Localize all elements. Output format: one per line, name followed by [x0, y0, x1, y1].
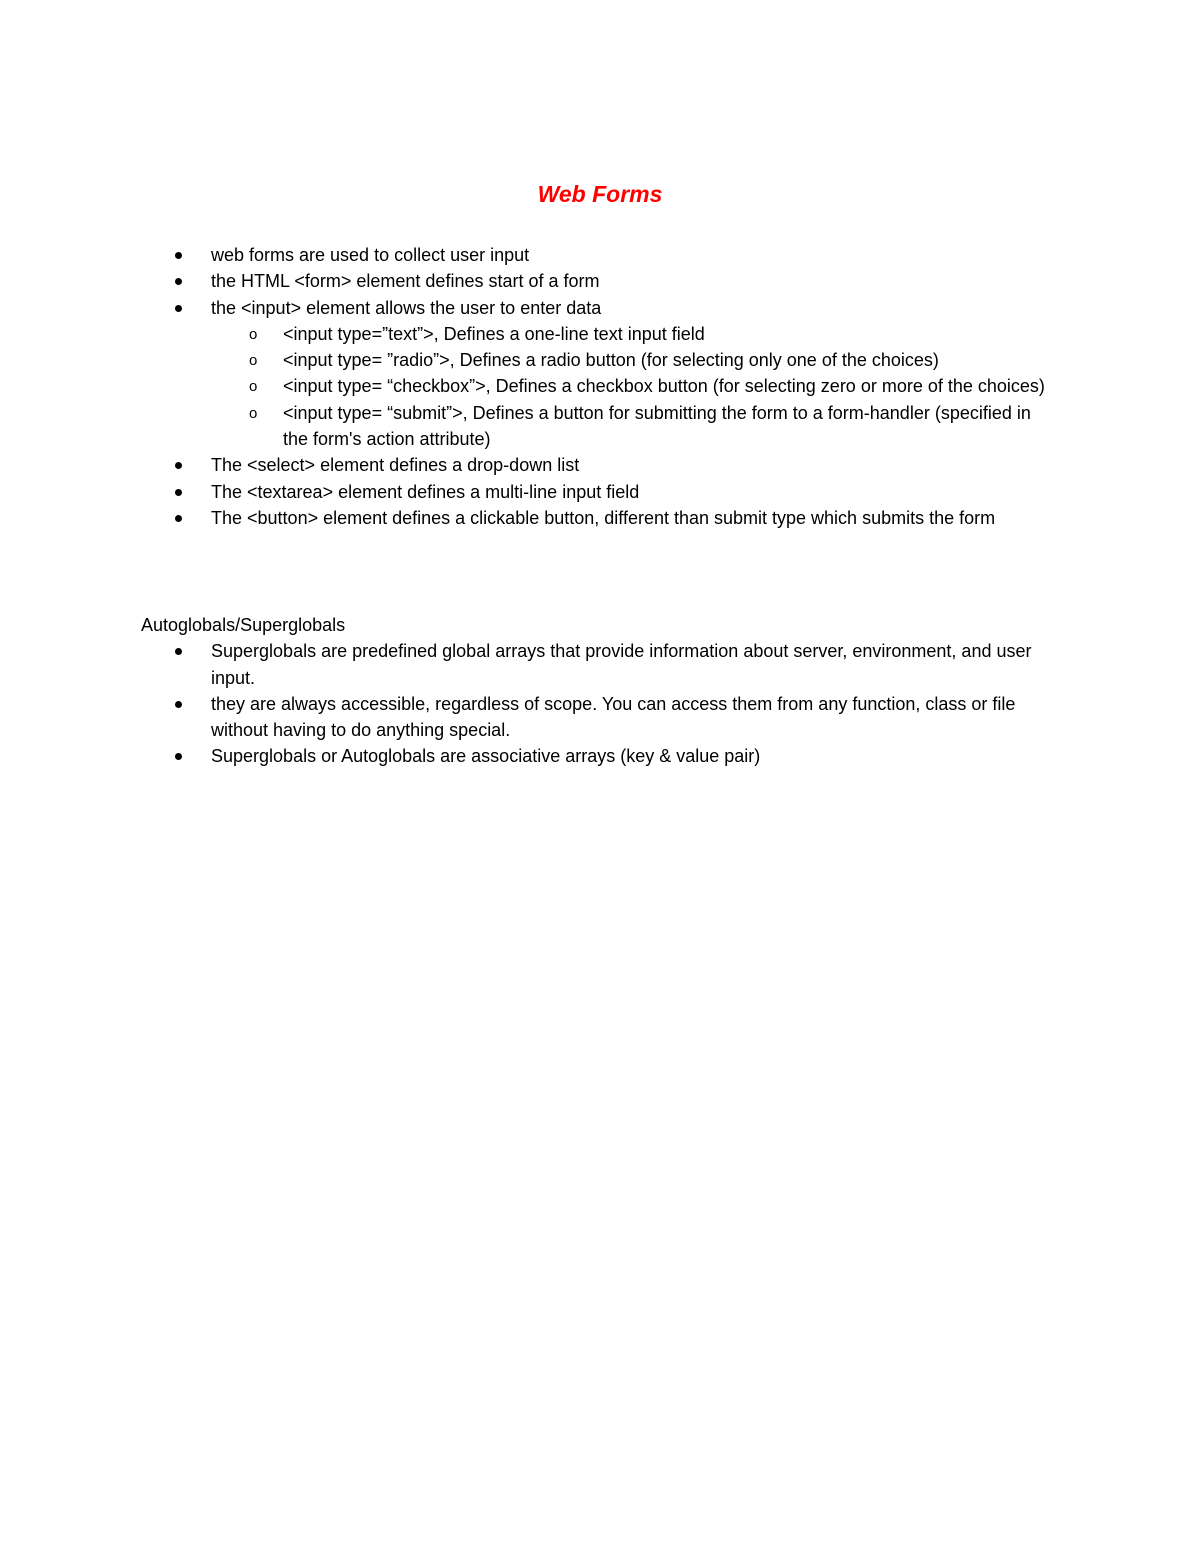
list-item	[0, 242, 1056, 268]
list-item-text: The <button> element defines a clickable button, different than submit type which submits the form	[211, 507, 996, 528]
list-item	[0, 743, 1056, 769]
sub-list-item-text: <input type= “checkbox”>, Defines a checkbox button (for selecting zero or more of the choices)	[283, 376, 1045, 397]
list-item	[0, 268, 1056, 294]
list-item	[0, 691, 1056, 744]
list-item-text: the <input> element allows the user to enter data	[211, 297, 602, 318]
hollow-circle-bullet-icon: o	[249, 404, 258, 422]
superglobals-list	[0, 638, 1200, 769]
web-forms-list	[0, 242, 1200, 531]
sub-list-item-text: <input type= “submit”>, Defines a button for submitting the form to a form-handler (specified in the form's action attribute)	[283, 402, 1031, 450]
list-item	[0, 505, 1056, 531]
bullet-icon	[175, 753, 182, 760]
input-types-list	[0, 321, 1200, 452]
list-item-text: Superglobals are predefined global arrays that provide information about server, environment, and user input.	[211, 641, 1032, 688]
list-item-text: the HTML <form> element defines start of a form	[211, 271, 600, 292]
list-item-text: The <select> element defines a drop-down list	[211, 455, 580, 476]
sub-list-item	[0, 400, 1053, 453]
list-item	[0, 452, 1056, 478]
sub-list-item-text: <input type=”text”>, Defines a one-line text input field	[283, 323, 705, 344]
bullet-icon	[175, 278, 182, 285]
hollow-circle-bullet-icon: o	[249, 325, 258, 343]
section-heading: Autoglobals/Superglobals	[141, 615, 346, 635]
hollow-circle-bullet-icon: o	[249, 352, 258, 370]
list-item	[0, 295, 1056, 453]
list-item	[0, 479, 1056, 505]
sub-list-item-text: <input type= ”radio”>, Defines a radio button (for selecting only one of the choices)	[283, 350, 939, 371]
list-item-text: they are always accessible, regardless of scope. You can access them from any function, class or file without having to do anything special.	[211, 693, 1016, 741]
bullet-icon	[175, 648, 182, 655]
bullet-icon	[175, 489, 182, 496]
list-item-text: Superglobals or Autoglobals are associative arrays (key & value pair)	[211, 746, 761, 767]
bullet-icon	[175, 305, 182, 312]
bullet-icon	[175, 462, 182, 469]
list-item-text: The <textarea> element defines a multi-line input field	[211, 481, 640, 502]
sub-list-item	[0, 373, 1053, 399]
bullet-icon	[175, 701, 182, 708]
bullet-icon	[175, 252, 182, 259]
list-item-text: web forms are used to collect user input	[211, 245, 530, 265]
document-title: Web Forms	[537, 181, 663, 207]
hollow-circle-bullet-icon: o	[249, 378, 258, 396]
bullet-icon	[175, 515, 182, 522]
sub-list-item	[0, 347, 1053, 373]
list-item	[0, 638, 1056, 691]
sub-list-item	[0, 321, 1053, 347]
